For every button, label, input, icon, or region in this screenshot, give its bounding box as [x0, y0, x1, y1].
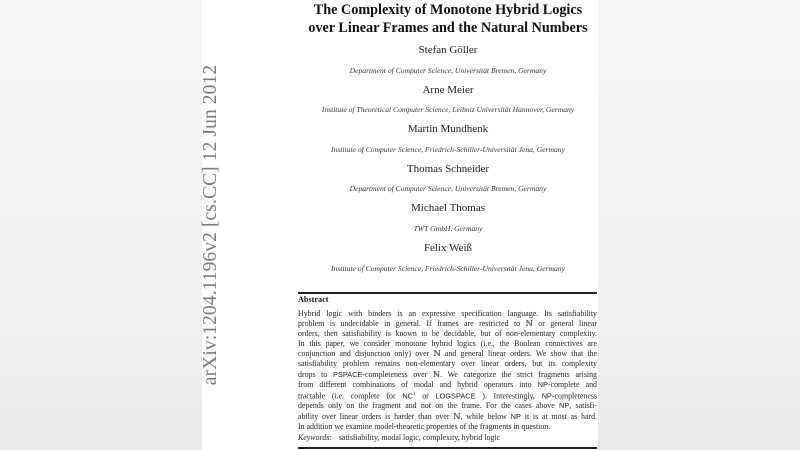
- title-line-1: The Complexity of Monotone Hybrid Logics: [313, 2, 583, 18]
- abstract-line: [298, 412, 597, 422]
- text-run: -completeness over ℕ. We categorize the strict fragments arising: [362, 369, 598, 379]
- author-affiliation: Department of Computer Science, Universität Bremen, Germany: [349, 66, 547, 75]
- text-run: depends only on the fragment and not on the frame. For the cases above: [298, 401, 560, 411]
- author-affiliation: Institute of Computer Science, Friedrich-Schiller-Universität Jena, Germany: [331, 145, 565, 154]
- text-run: -completeness: [551, 391, 598, 401]
- author-name: Martin Mundhenk: [407, 123, 489, 135]
- complexity-class: NC: [402, 391, 413, 401]
- text-run: , satisfi-: [569, 401, 598, 411]
- abstract-line: In addition we examine model-theoretic properties of the fragments in question.: [298, 421, 551, 431]
- author-affiliation: Institute of Theoretical Computer Science, Leibniz Universität Hannover, Germany: [321, 105, 575, 114]
- author-affiliation: Institute of Computer Science, Friedrich-Schiller-Universität Jena, Germany: [331, 264, 565, 273]
- title-line-2: over Linear Frames and the Natural Numbers: [308, 20, 588, 36]
- author-affiliation: TWT GmbH, Germany: [413, 224, 483, 233]
- keywords-line: [298, 433, 500, 442]
- text-run: -complete and: [547, 379, 597, 389]
- abstract-line: conjunction and disjunction only) over ℕ and general linear orders. We show that the: [298, 349, 597, 359]
- abstract-line: problem is undecidable in general. If frames are restricted to ℕ or general linear: [298, 319, 597, 329]
- author-name: Stefan Göller: [418, 44, 478, 56]
- complexity-class: LOGSPACE: [435, 391, 476, 401]
- keywords-value: satisfiability, modal logic, complexity, hybrid logic: [338, 433, 501, 442]
- abstract-line: Hybrid logic with binders is an expressive specification language. Its satisfiability: [298, 309, 597, 318]
- abstract-bottom-rule: [298, 447, 597, 449]
- author-name: Thomas Schneider: [406, 163, 490, 175]
- complexity-class: NP: [537, 379, 548, 389]
- complexity-class: NP: [510, 411, 521, 421]
- text-run: it is at most as hard.: [520, 411, 597, 421]
- abstract-line: [298, 390, 597, 402]
- superscript: 1: [413, 391, 416, 397]
- text-run: from different combinations of modal and hybrid operators into: [298, 379, 538, 389]
- abstract-line: [298, 401, 597, 411]
- abstract-heading: Abstract: [298, 295, 329, 304]
- text-run: ). Interestingly,: [475, 391, 542, 401]
- text-run: ability over linear orders is harder than over ℕ, while below: [298, 411, 511, 421]
- keywords-label: Keywords:: [298, 433, 332, 442]
- arxiv-stamp-text: arXiv:1204.1196v2 [cs.CC] 12 Jun 2012: [200, 64, 221, 386]
- complexity-class: PSPACE: [332, 369, 363, 379]
- arxiv-identifier-stamp: [196, 0, 226, 450]
- abstract-top-rule: [298, 292, 597, 294]
- abstract-line: orders, then satisfiability is known to be decidable, but of non-elementary complexity.: [298, 329, 597, 339]
- author-name: Michael Thomas: [410, 202, 486, 214]
- author-name: Arne Meier: [422, 84, 474, 96]
- text-run: tractable (i.e. complete for: [298, 391, 403, 401]
- abstract-line: In this paper, we consider monotone hybrid logics (i.e., the Boolean connectives are: [298, 339, 597, 349]
- complexity-class: NP: [541, 391, 552, 401]
- abstract-line: [298, 370, 597, 380]
- complexity-class: NP: [559, 401, 570, 411]
- abstract-line: satisfiability problem remains non-elementary over linear orders, but its complexity: [298, 359, 597, 369]
- text-run: or: [415, 391, 436, 401]
- author-affiliation: Department of Computer Science, Universität Bremen, Germany: [349, 184, 547, 193]
- author-name: Felix Weiß: [423, 242, 473, 254]
- abstract-text: [298, 309, 597, 432]
- text-run: drops to: [298, 369, 333, 379]
- abstract-line: [298, 380, 597, 390]
